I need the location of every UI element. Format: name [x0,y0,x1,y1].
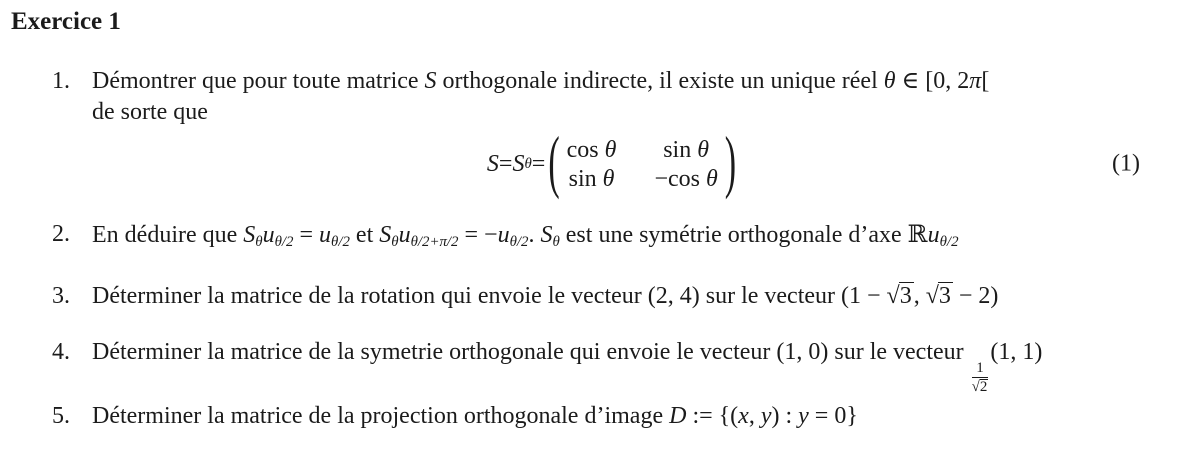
equals-sign: = [531,150,546,177]
math-var-u: u [497,222,510,248]
item-number: 4. [52,339,70,365]
equals-sign: = [498,150,513,177]
text-run: − 2) [952,283,999,309]
item-text [92,219,1184,251]
subscript-theta-half: θ/2 [331,234,350,251]
item-number: 2. [52,221,70,247]
exercise-item-1 [52,66,1184,128]
math-interval-close: [ [981,68,990,94]
subscript-theta: θ [391,234,399,251]
radicand: 3 [899,283,912,309]
equals-minus-sign: = − [458,222,498,248]
exercise-title: Exercice 1 [11,8,121,35]
item-text [92,66,1184,128]
item-text [92,281,1184,312]
equals-sign: = [293,222,320,248]
fraction-one-over-sqrt2 [972,360,989,397]
exercise-item-5 [52,401,1184,432]
subscript-theta-half: θ/2 [274,234,294,251]
subscript-theta: θ [255,234,263,251]
radical-sign: √ [971,379,980,396]
subscript-theta: θ [552,234,560,251]
math-var-S: S [424,68,437,94]
subscript-theta-half: θ/2 [939,234,959,251]
math-var-S: S [512,150,525,177]
equation-number: (1) [1112,150,1140,177]
matrix-cell-r2c2: −cos θ [654,165,718,192]
sqrt-3 [887,283,914,309]
math-var-u: u [398,222,411,248]
text-run: orthogonale indirecte, il existe un unique réel [436,68,884,94]
math-var-S: S [486,150,499,177]
math-var-u: u [927,222,940,248]
item-text [92,401,1184,432]
math-var-u: u [319,222,332,248]
math-var-y: y [760,403,772,429]
item-number: 5. [52,403,70,429]
math-var-D: D [669,403,687,429]
matrix-cell-r2c1: sin θ [568,165,615,192]
comma: , [748,403,761,429]
radical-sign: √ [925,283,939,309]
exercise-item-2 [52,219,1184,251]
text-run: Déterminer la matrice de la rotation qui envoie le vecteur (2, 4) sur le vecteur (1 − [92,283,887,309]
math-var-pi: π [969,68,982,94]
radicand: 3 [938,283,951,309]
fraction-denominator [972,377,989,396]
math-var-S: S [243,222,256,248]
exercise-item-4 [52,337,1184,397]
math-var-theta: θ [883,68,896,94]
math-set-open: := {( [686,403,739,429]
text-run: et [349,222,380,248]
item-text [92,337,1184,397]
math-var-u: u [262,222,275,248]
text-run: est une symétrie orthogonale d’axe [559,222,908,248]
exercise-item-3 [52,281,1184,312]
matrix [567,136,718,193]
math-var-y: y [798,403,809,429]
item-number: 3. [52,283,70,309]
matrix-cell-r1c2: sin θ [663,136,709,163]
text-run: . [528,222,541,248]
text-run: Déterminer la matrice de la projection orthogonale d’image [92,403,670,429]
radical-sign: √ [886,283,900,309]
math-var-S: S [540,222,553,248]
subscript-theta-half-plus: θ/2+π/2 [410,234,459,251]
math-set-close: = 0} [808,403,858,429]
math-vector: (1, 1) [990,339,1043,365]
sqrt-3 [926,283,953,309]
text-run: En déduire que [92,222,244,248]
matrix-cell-r1c1: cos θ [566,136,617,163]
text-run: de sorte que [92,99,208,125]
math-interval: ∈ [0, 2 [895,68,970,94]
math-colon: ) : [771,403,799,429]
equation-body: S = S θ = ( cos θ sin θ sin θ −cos θ ) [16,126,1194,202]
right-paren: ) [724,125,737,201]
text-run: Déterminer la matrice de la symetrie orthogonale qui envoie le vecteur (1, 0) sur le vecteur [92,339,970,365]
math-var-S: S [379,222,392,248]
equation-display [0,126,1194,202]
text-run: , [913,283,926,309]
left-paren: ( [548,125,560,201]
blackboard-R: ℝ [907,220,928,248]
item-number: 1. [52,68,70,94]
fraction-numerator: 1 [976,360,984,376]
subscript-theta-half: θ/2 [509,234,529,251]
radicand: 2 [979,379,988,396]
math-var-x: x [738,403,749,429]
text-run: Démontrer que pour toute matrice [92,68,425,94]
